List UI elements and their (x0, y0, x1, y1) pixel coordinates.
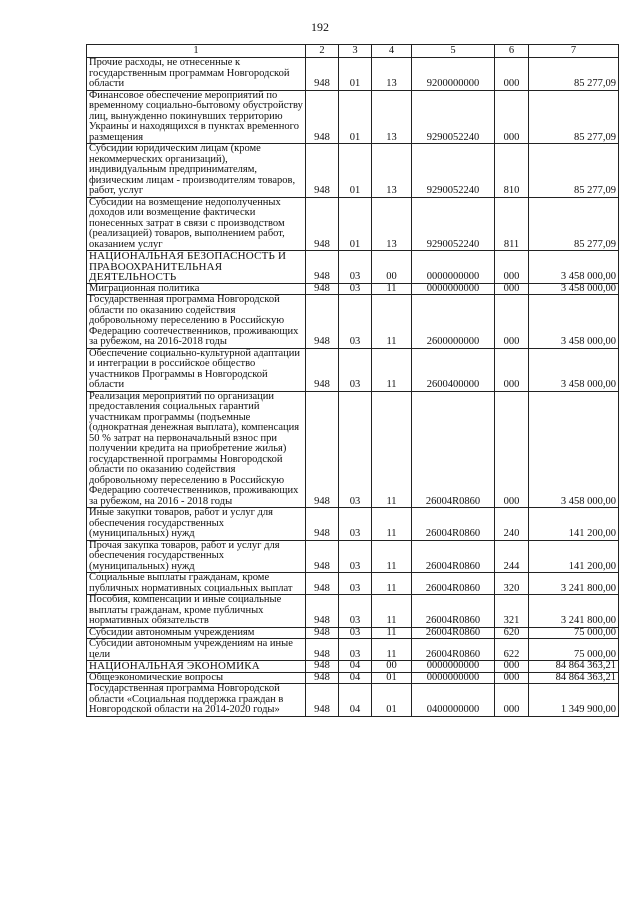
target-item-code-cell: 26004R0860 (412, 595, 495, 628)
row-name-cell: Прочая закупка товаров, работ и услуг для обеспечения государственных (муниципальных) нужд (87, 540, 306, 573)
section-code-cell: 01 (339, 58, 372, 91)
expense-type-code-cell: 622 (495, 639, 529, 661)
amount-cell: 3 458 000,00 (529, 251, 619, 284)
subsection-code-cell: 11 (372, 508, 412, 541)
expense-type-code-cell: 000 (495, 58, 529, 91)
section-code-cell: 03 (339, 540, 372, 573)
amount-cell: 75 000,00 (529, 639, 619, 661)
expense-type-code-cell: 000 (495, 672, 529, 684)
amount-cell: 3 241 800,00 (529, 595, 619, 628)
table-row (87, 90, 619, 144)
target-item-code-cell: 26004R0860 (412, 540, 495, 573)
row-name-cell: Общеэкономические вопросы (87, 672, 306, 684)
ministry-code-cell: 948 (306, 661, 339, 673)
table-row (87, 295, 619, 349)
column-header: 5 (412, 45, 495, 58)
row-name-cell: Государственная программа Новгородской области по оказанию содействия добровольному переселению в Российскую Федерацию соотечественников, проживающих за рубежом, на 2016-2018 годы (87, 295, 306, 349)
ministry-code-cell: 948 (306, 391, 339, 508)
ministry-code-cell: 948 (306, 573, 339, 595)
section-code-cell: 03 (339, 508, 372, 541)
target-item-code-cell: 0400000000 (412, 684, 495, 717)
subsection-code-cell: 11 (372, 595, 412, 628)
section-code-cell: 04 (339, 661, 372, 673)
section-code-cell: 03 (339, 348, 372, 391)
table-row (87, 639, 619, 661)
table-row (87, 627, 619, 639)
subsection-code-cell: 13 (372, 197, 412, 251)
section-code-cell: 03 (339, 391, 372, 508)
table-row (87, 391, 619, 508)
section-code-cell: 04 (339, 684, 372, 717)
row-name-cell: Субсидии на возмещение недополученных доходов или возмещение фактически понесенных затрат в связи с производством (реализацией) товаров, выполнением работ, оказанием услуг (87, 197, 306, 251)
section-code-cell: 03 (339, 627, 372, 639)
row-name-cell: Иные закупки товаров, работ и услуг для обеспечения государственных (муниципальных) нужд (87, 508, 306, 541)
ministry-code-cell: 948 (306, 90, 339, 144)
section-code-cell: 04 (339, 672, 372, 684)
row-name-cell: Субсидии юридическим лицам (кроме некоммерческих организаций), индивидуальным предпринимателям, физическим лицам - производителям товаров, работ, услуг (87, 144, 306, 198)
column-header: 2 (306, 45, 339, 58)
table-row (87, 595, 619, 628)
amount-cell: 3 458 000,00 (529, 295, 619, 349)
target-item-code-cell: 0000000000 (412, 283, 495, 295)
expense-type-code-cell: 000 (495, 684, 529, 717)
target-item-code-cell: 9200000000 (412, 58, 495, 91)
expense-type-code-cell: 000 (495, 283, 529, 295)
ministry-code-cell: 948 (306, 144, 339, 198)
target-item-code-cell: 2600400000 (412, 348, 495, 391)
expense-type-code-cell: 620 (495, 627, 529, 639)
ministry-code-cell: 948 (306, 348, 339, 391)
row-name-cell: Финансовое обеспечение мероприятий по временному социально-бытовому обустройству лиц, вынужденно покинувших территорию Украины и находящихся в пунктах временного размещения (87, 90, 306, 144)
column-header: 7 (529, 45, 619, 58)
subsection-code-cell: 00 (372, 251, 412, 284)
row-name-cell: Субсидии автономным учреждениям на иные цели (87, 639, 306, 661)
row-name-cell: Миграционная политика (87, 283, 306, 295)
table-row (87, 283, 619, 295)
ministry-code-cell: 948 (306, 639, 339, 661)
table-row (87, 197, 619, 251)
ministry-code-cell: 948 (306, 283, 339, 295)
table-row (87, 508, 619, 541)
amount-cell: 3 458 000,00 (529, 391, 619, 508)
amount-cell: 84 864 363,21 (529, 661, 619, 673)
column-header: 3 (339, 45, 372, 58)
row-name-cell: Прочие расходы, не отнесенные к государственным программам Новгородской области (87, 58, 306, 91)
ministry-code-cell: 948 (306, 684, 339, 717)
ministry-code-cell: 948 (306, 540, 339, 573)
expense-type-code-cell: 244 (495, 540, 529, 573)
row-name-cell: Государственная программа Новгородской области «Социальная поддержка граждан в Новгородской области на 2014-2020 годы» (87, 684, 306, 717)
section-code-cell: 03 (339, 595, 372, 628)
ministry-code-cell: 948 (306, 508, 339, 541)
expense-type-code-cell: 000 (495, 90, 529, 144)
subsection-code-cell: 11 (372, 573, 412, 595)
table-row (87, 684, 619, 717)
expense-type-code-cell: 811 (495, 197, 529, 251)
row-name-cell: Реализация мероприятий по организации предоставления социальных гарантий участникам программы (подъемные (однократная денежная выплата), компенсация 50 % затрат на первоначальный взнос при получении кредита на приобретение жилья) государственной программы Новгородской области по оказанию содействия добровольному переселению в Российскую Федерацию соотечественников, проживающих за рубежом, на 2016 - 2018 годы (87, 391, 306, 508)
table-row (87, 58, 619, 91)
section-code-cell: 03 (339, 283, 372, 295)
ministry-code-cell: 948 (306, 197, 339, 251)
subsection-code-cell: 11 (372, 295, 412, 349)
subsection-code-cell: 13 (372, 144, 412, 198)
section-code-cell: 03 (339, 573, 372, 595)
expense-type-code-cell: 000 (495, 348, 529, 391)
amount-cell: 85 277,09 (529, 144, 619, 198)
target-item-code-cell: 26004R0860 (412, 639, 495, 661)
amount-cell: 85 277,09 (529, 58, 619, 91)
column-header: 1 (87, 45, 306, 58)
amount-cell: 3 458 000,00 (529, 283, 619, 295)
section-code-cell: 03 (339, 295, 372, 349)
target-item-code-cell: 26004R0860 (412, 508, 495, 541)
amount-cell: 3 458 000,00 (529, 348, 619, 391)
table-row (87, 661, 619, 673)
target-item-code-cell: 26004R0860 (412, 573, 495, 595)
subsection-code-cell: 11 (372, 540, 412, 573)
section-code-cell: 01 (339, 144, 372, 198)
amount-cell: 85 277,09 (529, 90, 619, 144)
ministry-code-cell: 948 (306, 58, 339, 91)
column-header: 6 (495, 45, 529, 58)
subsection-code-cell: 13 (372, 58, 412, 91)
ministry-code-cell: 948 (306, 251, 339, 284)
amount-cell: 1 349 900,00 (529, 684, 619, 717)
target-item-code-cell: 0000000000 (412, 251, 495, 284)
section-code-cell: 03 (339, 251, 372, 284)
ministry-code-cell: 948 (306, 627, 339, 639)
table-row (87, 573, 619, 595)
target-item-code-cell: 9290052240 (412, 90, 495, 144)
expense-type-code-cell: 810 (495, 144, 529, 198)
ministry-code-cell: 948 (306, 295, 339, 349)
section-code-cell: 01 (339, 90, 372, 144)
table-row (87, 251, 619, 284)
section-code-cell: 01 (339, 197, 372, 251)
subsection-code-cell: 11 (372, 627, 412, 639)
subsection-code-cell: 01 (372, 684, 412, 717)
amount-cell: 141 200,00 (529, 540, 619, 573)
ministry-code-cell: 948 (306, 672, 339, 684)
subsection-code-cell: 11 (372, 283, 412, 295)
target-item-code-cell: 0000000000 (412, 672, 495, 684)
expense-type-code-cell: 000 (495, 251, 529, 284)
expense-type-code-cell: 000 (495, 391, 529, 508)
column-header: 4 (372, 45, 412, 58)
ministry-code-cell: 948 (306, 595, 339, 628)
subsection-code-cell: 13 (372, 90, 412, 144)
expense-type-code-cell: 000 (495, 295, 529, 349)
subsection-code-cell: 11 (372, 639, 412, 661)
subsection-code-cell: 00 (372, 661, 412, 673)
section-code-cell: 03 (339, 639, 372, 661)
table-row (87, 540, 619, 573)
expense-type-code-cell: 321 (495, 595, 529, 628)
header-row (87, 45, 619, 58)
target-item-code-cell: 2600000000 (412, 295, 495, 349)
table-row (87, 672, 619, 684)
page-number: 192 (311, 20, 329, 34)
amount-cell: 85 277,09 (529, 197, 619, 251)
row-name-cell: НАЦИОНАЛЬНАЯ ЭКОНОМИКА (87, 661, 306, 673)
expense-type-code-cell: 320 (495, 573, 529, 595)
target-item-code-cell: 26004R0860 (412, 391, 495, 508)
subsection-code-cell: 11 (372, 391, 412, 508)
expense-type-code-cell: 240 (495, 508, 529, 541)
subsection-code-cell: 01 (372, 672, 412, 684)
amount-cell: 84 864 363,21 (529, 672, 619, 684)
row-name-cell: Субсидии автономным учреждениям (87, 627, 306, 639)
row-name-cell: Социальные выплаты гражданам, кроме публичных нормативных социальных выплат (87, 573, 306, 595)
target-item-code-cell: 26004R0860 (412, 627, 495, 639)
expense-type-code-cell: 000 (495, 661, 529, 673)
amount-cell: 3 241 800,00 (529, 573, 619, 595)
row-name-cell: Пособия, компенсации и иные социальные выплаты гражданам, кроме публичных нормативных обязательств (87, 595, 306, 628)
target-item-code-cell: 9290052240 (412, 144, 495, 198)
table-row (87, 144, 619, 198)
row-name-cell: Обеспечение социально-культурной адаптации и интеграции в российское общество участников Программы в Новгородской области (87, 348, 306, 391)
subsection-code-cell: 11 (372, 348, 412, 391)
budget-table (86, 44, 619, 717)
target-item-code-cell: 9290052240 (412, 197, 495, 251)
amount-cell: 141 200,00 (529, 508, 619, 541)
row-name-cell: НАЦИОНАЛЬНАЯ БЕЗОПАСНОСТЬ И ПРАВООХРАНИТЕЛЬНАЯ ДЕЯТЕЛЬНОСТЬ (87, 251, 306, 284)
table-row (87, 348, 619, 391)
target-item-code-cell: 0000000000 (412, 661, 495, 673)
amount-cell: 75 000,00 (529, 627, 619, 639)
